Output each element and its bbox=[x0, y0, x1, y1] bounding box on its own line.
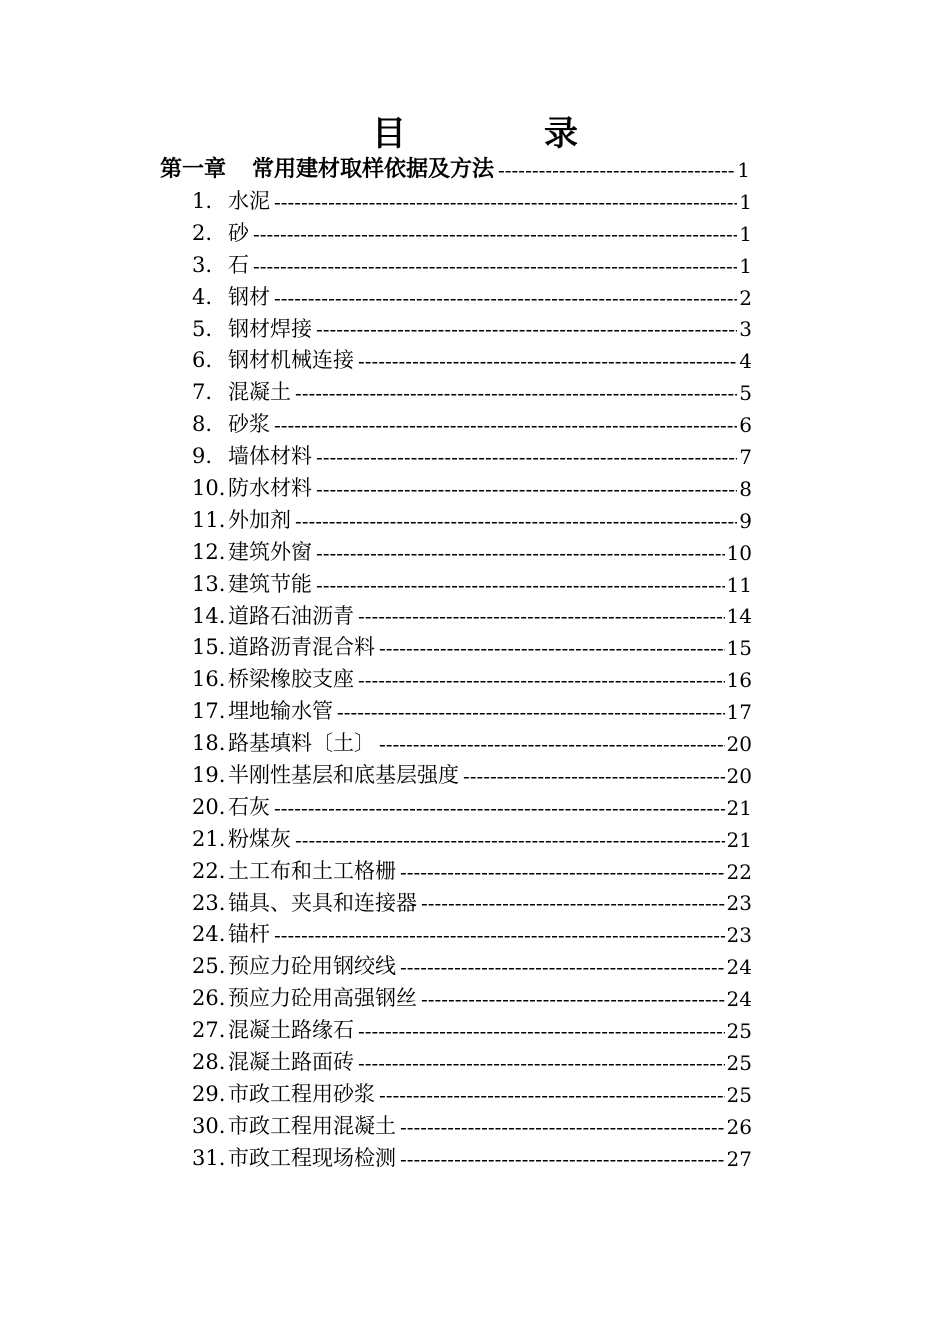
toc-entry-page-number: 8 bbox=[739, 476, 752, 501]
toc-entry-number: 24. bbox=[192, 922, 226, 947]
dot-leader bbox=[400, 856, 725, 888]
toc-entry-page-number: 21 bbox=[726, 795, 752, 820]
toc-entry[interactable] bbox=[192, 282, 752, 314]
toc-entry-page-number: 9 bbox=[739, 508, 752, 533]
toc-entry-number: 12. bbox=[192, 539, 226, 564]
toc-entry-label: 埋地输水管 bbox=[228, 699, 333, 724]
dot-leader bbox=[421, 887, 725, 919]
dot-leader bbox=[379, 1079, 725, 1111]
toc-entry-number: 2. bbox=[192, 220, 213, 245]
toc-entry-label: 墙体材料 bbox=[228, 444, 312, 469]
dot-leader bbox=[295, 824, 725, 856]
toc-entry-page-number: 1 bbox=[739, 253, 752, 278]
toc-entry-number: 17. bbox=[192, 699, 226, 724]
toc-entry-number: 1. bbox=[192, 188, 213, 213]
toc-entry[interactable] bbox=[192, 824, 752, 856]
toc-entry-page-number: 25 bbox=[726, 1019, 752, 1044]
toc-entry[interactable] bbox=[192, 218, 752, 250]
toc-entry-label: 外加剂 bbox=[228, 507, 291, 532]
toc-entry-number: 14. bbox=[192, 603, 226, 628]
toc-entry-page-number: 4 bbox=[739, 349, 752, 374]
toc-entry-page-number: 10 bbox=[726, 540, 752, 565]
toc-entry-number: 27. bbox=[192, 1018, 226, 1043]
toc-entry-page-number: 14 bbox=[726, 604, 752, 629]
dot-leader bbox=[400, 1111, 725, 1143]
toc-entry-label: 土工布和土工格栅 bbox=[228, 858, 396, 883]
dot-leader bbox=[379, 728, 725, 760]
toc-entry[interactable] bbox=[192, 1015, 752, 1047]
toc-entry-number: 5. bbox=[192, 316, 213, 341]
toc-entry-page-number: 24 bbox=[726, 955, 752, 980]
toc-entry-page-number: 1 bbox=[739, 221, 752, 246]
toc-entry-label: 钢材焊接 bbox=[228, 316, 312, 341]
toc-entry-label: 混凝土路缘石 bbox=[228, 1018, 354, 1043]
toc-entry[interactable] bbox=[192, 1143, 752, 1175]
toc-entry-number: 11. bbox=[192, 507, 226, 532]
toc-entry-number: 20. bbox=[192, 794, 226, 819]
toc-entry-label: 石灰 bbox=[228, 794, 270, 819]
toc-entry[interactable] bbox=[192, 696, 752, 728]
toc-entry-label: 钢材机械连接 bbox=[228, 348, 354, 373]
dot-leader bbox=[421, 983, 725, 1015]
toc-entry-number: 29. bbox=[192, 1081, 226, 1106]
dot-leader bbox=[463, 760, 725, 792]
toc-entry-number: 4. bbox=[192, 284, 213, 309]
dot-leader bbox=[337, 696, 725, 728]
dot-leader bbox=[316, 313, 737, 345]
toc-entry[interactable] bbox=[192, 728, 752, 760]
toc-entry[interactable] bbox=[192, 919, 752, 951]
toc-entry-label: 桥梁橡胶支座 bbox=[228, 667, 354, 692]
toc-entry-page-number: 15 bbox=[726, 636, 752, 661]
toc-entry[interactable] bbox=[192, 409, 752, 441]
dot-leader bbox=[358, 1047, 725, 1079]
dot-leader bbox=[498, 154, 735, 186]
toc-entry-number: 25. bbox=[192, 954, 226, 979]
dot-leader bbox=[274, 919, 725, 951]
toc-entry[interactable] bbox=[192, 760, 752, 792]
toc-entry-page-number: 1 bbox=[739, 189, 752, 214]
toc-entry-number: 6. bbox=[192, 348, 213, 373]
toc-entry[interactable] bbox=[192, 186, 752, 218]
toc-entry[interactable] bbox=[192, 441, 752, 473]
toc-entry[interactable] bbox=[192, 314, 752, 346]
toc-entry-number: 3. bbox=[192, 252, 213, 277]
dot-leader bbox=[274, 409, 737, 441]
toc-entry[interactable] bbox=[192, 1111, 752, 1143]
toc-entry-page-number: 17 bbox=[726, 700, 752, 725]
dot-leader bbox=[316, 441, 737, 473]
toc-entry-page-number: 16 bbox=[726, 668, 752, 693]
toc-entry-label: 半刚性基层和底基层强度 bbox=[228, 763, 459, 788]
toc-entry-number: 15. bbox=[192, 635, 226, 660]
dot-leader bbox=[253, 250, 737, 282]
toc-entry-label: 混凝土 bbox=[228, 380, 291, 405]
toc-entry-label: 路基填料〔土〕 bbox=[228, 731, 375, 756]
toc-entry-page-number: 27 bbox=[726, 1146, 752, 1171]
dot-leader bbox=[316, 473, 737, 505]
toc-title: 目 录 bbox=[372, 114, 630, 154]
toc-entry-page-number: 25 bbox=[726, 1050, 752, 1075]
toc-entry-label: 砂浆 bbox=[228, 412, 270, 437]
toc-entry[interactable] bbox=[192, 888, 752, 920]
toc-entry-label: 建筑外窗 bbox=[228, 539, 312, 564]
toc-entry-number: 13. bbox=[192, 571, 226, 596]
dot-leader bbox=[316, 569, 725, 601]
toc-entry-page-number: 23 bbox=[726, 923, 752, 948]
toc-entry[interactable] bbox=[192, 377, 752, 409]
toc-entry[interactable] bbox=[192, 632, 752, 664]
dot-leader bbox=[274, 792, 725, 824]
chapter-label: 第一章 bbox=[160, 157, 227, 182]
toc-entry-label: 预应力砼用钢绞线 bbox=[228, 954, 396, 979]
toc-entry-page-number: 7 bbox=[739, 445, 752, 470]
dot-leader bbox=[400, 951, 725, 983]
chapter-title: 常用建材取样依据及方法 bbox=[252, 157, 495, 182]
toc-entry[interactable] bbox=[192, 250, 752, 282]
toc-entry-label: 市政工程用混凝土 bbox=[228, 1113, 396, 1138]
toc-entry-label: 钢材 bbox=[228, 284, 270, 309]
toc-entry-label: 防水材料 bbox=[228, 476, 312, 500]
toc-entry[interactable] bbox=[192, 345, 752, 377]
dot-leader bbox=[400, 1143, 725, 1175]
toc-entry-page-number: 11 bbox=[726, 572, 752, 597]
toc-entry-number: 22. bbox=[192, 858, 226, 883]
toc-entry[interactable] bbox=[192, 951, 752, 983]
dot-leader bbox=[379, 632, 725, 664]
toc-entry-label: 粉煤灰 bbox=[228, 826, 291, 851]
dot-leader bbox=[274, 282, 737, 314]
toc-entry-page-number: 25 bbox=[726, 1082, 752, 1107]
toc-entry-number: 9. bbox=[192, 444, 213, 469]
toc-entry[interactable] bbox=[192, 1079, 752, 1111]
toc-entry[interactable] bbox=[192, 601, 752, 633]
toc-entry-page-number: 22 bbox=[726, 859, 752, 884]
dot-leader bbox=[358, 600, 725, 632]
toc-entry[interactable] bbox=[192, 537, 752, 569]
toc-entry-page-number: 26 bbox=[726, 1114, 752, 1139]
toc-entry[interactable] bbox=[192, 664, 752, 696]
toc-entry-number: 10. bbox=[192, 476, 226, 500]
toc-entry-number: 31. bbox=[192, 1145, 226, 1170]
toc-entry-label: 市政工程用砂浆 bbox=[228, 1081, 375, 1106]
toc-entry-number: 23. bbox=[192, 890, 226, 915]
toc-entry-label: 石 bbox=[228, 252, 249, 277]
toc-entry-page-number: 3 bbox=[739, 317, 752, 342]
toc-entry-label: 市政工程现场检测 bbox=[228, 1145, 396, 1170]
toc-entry-label: 道路石油沥青 bbox=[228, 603, 354, 628]
toc-entry-page-number: 24 bbox=[726, 987, 752, 1012]
toc-entry-page-number: 5 bbox=[739, 381, 752, 406]
toc-entry[interactable] bbox=[192, 569, 752, 601]
toc-entry-label: 水泥 bbox=[228, 188, 270, 213]
toc-entry-page-number: 20 bbox=[726, 763, 752, 788]
toc-entry-label: 混凝土路面砖 bbox=[228, 1050, 354, 1075]
toc-entry-page-number: 23 bbox=[726, 891, 752, 916]
toc-entry-label: 锚杆 bbox=[228, 922, 270, 947]
dot-leader bbox=[358, 345, 737, 377]
toc-entry-number: 8. bbox=[192, 412, 213, 437]
dot-leader bbox=[295, 505, 737, 537]
toc-entry-label: 建筑节能 bbox=[228, 571, 312, 596]
dot-leader bbox=[358, 664, 725, 696]
dot-leader bbox=[316, 537, 725, 569]
toc-entry-number: 16. bbox=[192, 667, 226, 692]
toc-entry-label: 道路沥青混合料 bbox=[228, 635, 375, 660]
toc-entry-label: 锚具、夹具和连接器 bbox=[228, 890, 417, 915]
toc-entry[interactable] bbox=[192, 505, 752, 537]
toc-entry[interactable] bbox=[192, 983, 752, 1015]
dot-leader bbox=[295, 377, 737, 409]
dot-leader bbox=[274, 186, 737, 218]
toc-entry-page-number: 2 bbox=[739, 285, 752, 310]
toc-entry-label: 砂 bbox=[228, 220, 249, 245]
dot-leader bbox=[253, 218, 737, 250]
toc-entry-list bbox=[192, 186, 752, 1175]
toc-entry[interactable] bbox=[192, 856, 752, 888]
toc-entry-number: 18. bbox=[192, 731, 226, 756]
toc-entry[interactable] bbox=[192, 473, 752, 505]
toc-entry-page-number: 21 bbox=[726, 827, 752, 852]
toc-chapter-entry[interactable] bbox=[160, 154, 750, 186]
toc-entry-page-number: 6 bbox=[739, 413, 752, 438]
toc-entry-number: 7. bbox=[192, 380, 213, 405]
toc-entry-number: 21. bbox=[192, 826, 226, 851]
toc-entry-number: 30. bbox=[192, 1113, 226, 1138]
toc-entry-label: 预应力砼用高强钢丝 bbox=[228, 986, 417, 1011]
toc-entry-number: 26. bbox=[192, 986, 226, 1011]
dot-leader bbox=[358, 1015, 725, 1047]
chapter-page-number: 1 bbox=[737, 158, 750, 182]
toc-entry[interactable] bbox=[192, 792, 752, 824]
toc-entry-page-number: 20 bbox=[726, 732, 752, 757]
toc-entry[interactable] bbox=[192, 1047, 752, 1079]
toc-entry-number: 19. bbox=[192, 763, 226, 788]
toc-entry-number: 28. bbox=[192, 1050, 226, 1075]
